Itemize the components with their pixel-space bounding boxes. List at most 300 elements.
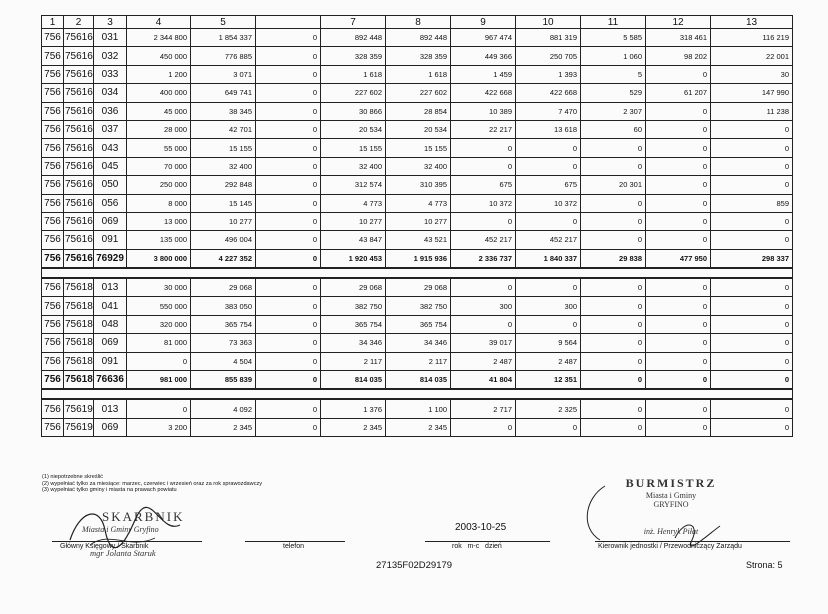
table-cell: 0 bbox=[256, 352, 321, 370]
table-cell: 0 bbox=[581, 297, 646, 315]
table-cell: 0 bbox=[581, 194, 646, 212]
table-cell: 0 bbox=[516, 315, 581, 333]
section-gap bbox=[42, 389, 793, 399]
table-cell: 1 060 bbox=[581, 47, 646, 65]
date-line bbox=[425, 541, 550, 542]
table-cell: 4 773 bbox=[321, 194, 386, 212]
table-cell: 2 117 bbox=[386, 352, 451, 370]
table-cell: 227 602 bbox=[321, 84, 386, 102]
skarbnik-signature bbox=[60, 500, 200, 560]
table-cell: 75616 bbox=[64, 102, 94, 120]
table-cell: 75619 bbox=[64, 418, 94, 436]
table-cell: 0 bbox=[646, 157, 711, 175]
table-cell: 0 bbox=[581, 371, 646, 390]
table-cell: 3 200 bbox=[127, 418, 191, 436]
table-cell: 776 885 bbox=[191, 47, 256, 65]
table-row bbox=[42, 84, 793, 102]
table-cell: 0 bbox=[711, 297, 793, 315]
table-cell: 422 668 bbox=[451, 84, 516, 102]
table-cell: 069 bbox=[94, 212, 127, 230]
column-header: 2 bbox=[64, 16, 94, 29]
table-cell: 76929 bbox=[94, 249, 127, 268]
table-cell: 32 400 bbox=[191, 157, 256, 175]
table-row bbox=[42, 29, 793, 47]
table-cell: 312 574 bbox=[321, 176, 386, 194]
table-cell: 2 325 bbox=[516, 399, 581, 418]
table-cell: 29 068 bbox=[191, 278, 256, 297]
table-cell: 529 bbox=[581, 84, 646, 102]
table-row bbox=[42, 297, 793, 315]
table-cell: 0 bbox=[646, 139, 711, 157]
table-cell: 0 bbox=[711, 120, 793, 138]
footnotes bbox=[42, 474, 262, 494]
table-cell: 0 bbox=[127, 399, 191, 418]
table-cell: 422 668 bbox=[516, 84, 581, 102]
table-cell: 55 000 bbox=[127, 139, 191, 157]
table-cell: 135 000 bbox=[127, 231, 191, 249]
table-cell: 881 319 bbox=[516, 29, 581, 47]
phone-line bbox=[245, 541, 345, 542]
table-cell: 756 bbox=[42, 278, 64, 297]
table-cell: 0 bbox=[646, 297, 711, 315]
table-cell: 450 000 bbox=[127, 47, 191, 65]
table-cell: 756 bbox=[42, 29, 64, 47]
table-cell: 0 bbox=[256, 231, 321, 249]
table-cell: 29 838 bbox=[581, 249, 646, 268]
table-cell: 981 000 bbox=[127, 371, 191, 390]
table-cell: 0 bbox=[646, 352, 711, 370]
table-cell: 2 336 737 bbox=[451, 249, 516, 268]
table-row bbox=[42, 334, 793, 352]
table-cell: 0 bbox=[581, 139, 646, 157]
table-cell: 0 bbox=[711, 139, 793, 157]
column-header: 8 bbox=[386, 16, 451, 29]
table-cell: 1 200 bbox=[127, 65, 191, 83]
table-cell: 365 754 bbox=[386, 315, 451, 333]
table-cell: 10 277 bbox=[191, 212, 256, 230]
table-cell: 1 376 bbox=[321, 399, 386, 418]
table-cell: 41 804 bbox=[451, 371, 516, 390]
table-cell: 452 217 bbox=[451, 231, 516, 249]
table-row bbox=[42, 47, 793, 65]
table-cell: 10 372 bbox=[516, 194, 581, 212]
table-cell: 45 000 bbox=[127, 102, 191, 120]
table-cell: 8 000 bbox=[127, 194, 191, 212]
table-cell: 0 bbox=[516, 157, 581, 175]
table-cell: 013 bbox=[94, 399, 127, 418]
table-cell: 250 000 bbox=[127, 176, 191, 194]
table-cell: 0 bbox=[646, 278, 711, 297]
table-cell: 855 839 bbox=[191, 371, 256, 390]
table-cell: 2 487 bbox=[451, 352, 516, 370]
table-cell: 0 bbox=[581, 157, 646, 175]
table-cell: 037 bbox=[94, 120, 127, 138]
table-cell: 75618 bbox=[64, 278, 94, 297]
burmistrz-stamp-line1: Miasta i Gminy bbox=[645, 491, 697, 500]
table-row bbox=[42, 278, 793, 297]
table-cell: 756 bbox=[42, 212, 64, 230]
table-cell: 300 bbox=[451, 297, 516, 315]
table-cell: 0 bbox=[581, 418, 646, 436]
table-cell: 43 521 bbox=[386, 231, 451, 249]
table-row bbox=[42, 157, 793, 175]
table-cell: 75616 bbox=[64, 65, 94, 83]
table-cell: 756 bbox=[42, 231, 64, 249]
table-cell: 29 068 bbox=[386, 278, 451, 297]
table-cell: 041 bbox=[94, 297, 127, 315]
table-cell: 1 920 453 bbox=[321, 249, 386, 268]
table-cell: 2 344 800 bbox=[127, 29, 191, 47]
table-cell: 0 bbox=[256, 315, 321, 333]
table-cell: 5 bbox=[581, 65, 646, 83]
table-row bbox=[42, 120, 793, 138]
burmistrz-stamp-line3: inż. Henryk Piłat bbox=[643, 527, 699, 536]
table-row bbox=[42, 176, 793, 194]
table-cell: 0 bbox=[256, 120, 321, 138]
table-cell: 61 207 bbox=[646, 84, 711, 102]
table-cell: 382 750 bbox=[386, 297, 451, 315]
table-cell: 75618 bbox=[64, 315, 94, 333]
table-cell: 1 393 bbox=[516, 65, 581, 83]
table-cell: 0 bbox=[711, 176, 793, 194]
table-cell: 28 854 bbox=[386, 102, 451, 120]
table-cell: 0 bbox=[711, 157, 793, 175]
table-cell: 10 277 bbox=[321, 212, 386, 230]
chief-accountant-line bbox=[52, 541, 202, 542]
column-header: 1 bbox=[42, 16, 64, 29]
table-cell: 0 bbox=[451, 418, 516, 436]
table-cell: 675 bbox=[451, 176, 516, 194]
table-cell: 75618 bbox=[64, 297, 94, 315]
table-cell: 28 000 bbox=[127, 120, 191, 138]
table-cell: 0 bbox=[711, 212, 793, 230]
table-cell: 75618 bbox=[64, 371, 94, 390]
table-cell: 0 bbox=[451, 157, 516, 175]
table-cell: 10 372 bbox=[451, 194, 516, 212]
section-gap bbox=[42, 268, 793, 278]
table-cell: 0 bbox=[516, 418, 581, 436]
table-cell: 0 bbox=[451, 278, 516, 297]
table-cell: 756 bbox=[42, 418, 64, 436]
chief-accountant-label: Główny Księgowy / Skarbnik bbox=[60, 543, 149, 550]
table-row bbox=[42, 418, 793, 436]
table-cell: 75618 bbox=[64, 352, 94, 370]
table-cell: 20 534 bbox=[386, 120, 451, 138]
table-cell: 0 bbox=[256, 297, 321, 315]
table-cell: 20 534 bbox=[321, 120, 386, 138]
table-cell: 320 000 bbox=[127, 315, 191, 333]
manager-label: Kierownik jednostki / Przewodniczący Zarządu bbox=[598, 543, 742, 550]
table-cell: 0 bbox=[256, 194, 321, 212]
table-cell: 0 bbox=[646, 231, 711, 249]
column-header: 10 bbox=[516, 16, 581, 29]
gap-cell bbox=[42, 268, 793, 278]
table-cell: 0 bbox=[711, 352, 793, 370]
table-cell: 298 337 bbox=[711, 249, 793, 268]
table-cell: 1 618 bbox=[386, 65, 451, 83]
table-cell: 048 bbox=[94, 315, 127, 333]
table-cell: 15 155 bbox=[386, 139, 451, 157]
burmistrz-signature bbox=[580, 478, 730, 550]
table-cell: 75616 bbox=[64, 157, 94, 175]
table-cell: 75618 bbox=[64, 334, 94, 352]
table-cell: 75616 bbox=[64, 29, 94, 47]
table-cell: 756 bbox=[42, 65, 64, 83]
table-cell: 0 bbox=[451, 139, 516, 157]
table-row bbox=[42, 194, 793, 212]
table-cell: 069 bbox=[94, 334, 127, 352]
table-cell: 0 bbox=[646, 371, 711, 390]
table-cell: 859 bbox=[711, 194, 793, 212]
table-row bbox=[42, 315, 793, 333]
table-cell: 477 950 bbox=[646, 249, 711, 268]
table-cell: 15 155 bbox=[191, 139, 256, 157]
table-cell: 9 564 bbox=[516, 334, 581, 352]
skarbnik-stamp-line1: Miasta i Gminy Gryfino bbox=[82, 525, 159, 534]
table-cell: 756 bbox=[42, 47, 64, 65]
table-cell: 814 035 bbox=[386, 371, 451, 390]
table-cell: 4 504 bbox=[191, 352, 256, 370]
total-row bbox=[42, 371, 793, 390]
table-cell: 29 068 bbox=[321, 278, 386, 297]
budget-table bbox=[41, 15, 793, 437]
table-cell: 449 366 bbox=[451, 47, 516, 65]
table-cell: 069 bbox=[94, 418, 127, 436]
table-cell: 0 bbox=[646, 212, 711, 230]
table-cell: 1 854 337 bbox=[191, 29, 256, 47]
table-cell: 147 990 bbox=[711, 84, 793, 102]
table-cell: 2 345 bbox=[321, 418, 386, 436]
burmistrz-stamp-title: BURMISTRZ bbox=[625, 476, 717, 490]
table-cell: 0 bbox=[256, 249, 321, 268]
table-cell: 328 359 bbox=[386, 47, 451, 65]
table-cell: 75616 bbox=[64, 231, 94, 249]
table-cell: 756 bbox=[42, 157, 64, 175]
table-cell: 22 217 bbox=[451, 120, 516, 138]
table-cell: 0 bbox=[256, 139, 321, 157]
table-cell: 091 bbox=[94, 231, 127, 249]
table-cell: 0 bbox=[646, 176, 711, 194]
table-cell: 13 618 bbox=[516, 120, 581, 138]
table-cell: 328 359 bbox=[321, 47, 386, 65]
table-cell: 0 bbox=[256, 47, 321, 65]
table-cell: 756 bbox=[42, 194, 64, 212]
table-cell: 756 bbox=[42, 352, 64, 370]
table-cell: 0 bbox=[646, 102, 711, 120]
table-cell: 10 277 bbox=[386, 212, 451, 230]
table-cell: 3 071 bbox=[191, 65, 256, 83]
table-cell: 75616 bbox=[64, 249, 94, 268]
table-cell: 0 bbox=[256, 65, 321, 83]
table-cell: 30 866 bbox=[321, 102, 386, 120]
table-cell: 1 618 bbox=[321, 65, 386, 83]
table-cell: 227 602 bbox=[386, 84, 451, 102]
table-cell: 15 155 bbox=[321, 139, 386, 157]
table-cell: 056 bbox=[94, 194, 127, 212]
table-cell: 0 bbox=[581, 212, 646, 230]
table-row bbox=[42, 212, 793, 230]
table-cell: 756 bbox=[42, 120, 64, 138]
column-header: 11 bbox=[581, 16, 646, 29]
table-cell: 756 bbox=[42, 371, 64, 390]
table-cell: 0 bbox=[646, 334, 711, 352]
table-cell: 75619 bbox=[64, 399, 94, 418]
phone-label: telefon bbox=[283, 543, 305, 550]
table-cell: 033 bbox=[94, 65, 127, 83]
table-cell: 0 bbox=[516, 212, 581, 230]
table-cell: 0 bbox=[581, 399, 646, 418]
table-cell: 2 117 bbox=[321, 352, 386, 370]
table-cell: 0 bbox=[256, 278, 321, 297]
table-cell: 2 345 bbox=[386, 418, 451, 436]
table-cell: 091 bbox=[94, 352, 127, 370]
table-cell: 036 bbox=[94, 102, 127, 120]
burmistrz-stamp-line2: GRYFINO bbox=[653, 500, 689, 509]
table-cell: 756 bbox=[42, 315, 64, 333]
table-cell: 0 bbox=[581, 315, 646, 333]
table-cell: 75616 bbox=[64, 120, 94, 138]
table-row bbox=[42, 65, 793, 83]
table-cell: 3 800 000 bbox=[127, 249, 191, 268]
table-cell: 1 100 bbox=[386, 399, 451, 418]
table-cell: 32 400 bbox=[386, 157, 451, 175]
table-cell: 4 773 bbox=[386, 194, 451, 212]
table-cell: 75616 bbox=[64, 212, 94, 230]
table-cell: 756 bbox=[42, 102, 64, 120]
table-cell: 0 bbox=[646, 315, 711, 333]
table-cell: 43 847 bbox=[321, 231, 386, 249]
table-cell: 0 bbox=[581, 231, 646, 249]
table-cell: 1 915 936 bbox=[386, 249, 451, 268]
table-cell: 292 848 bbox=[191, 176, 256, 194]
table-cell: 7 470 bbox=[516, 102, 581, 120]
table-cell: 0 bbox=[127, 352, 191, 370]
table-cell: 75616 bbox=[64, 176, 94, 194]
table-cell: 98 202 bbox=[646, 47, 711, 65]
table-row bbox=[42, 102, 793, 120]
table-cell: 0 bbox=[256, 102, 321, 120]
table-cell: 0 bbox=[256, 157, 321, 175]
table-cell: 0 bbox=[646, 399, 711, 418]
table-cell: 756 bbox=[42, 176, 64, 194]
table-cell: 0 bbox=[711, 334, 793, 352]
date-parts-label: rok m-c dzień bbox=[452, 543, 502, 550]
table-cell: 0 bbox=[711, 371, 793, 390]
table-cell: 13 000 bbox=[127, 212, 191, 230]
table-cell: 756 bbox=[42, 297, 64, 315]
table-row bbox=[42, 139, 793, 157]
table-cell: 75616 bbox=[64, 47, 94, 65]
table-cell: 756 bbox=[42, 84, 64, 102]
table-cell: 756 bbox=[42, 334, 64, 352]
table-cell: 892 448 bbox=[321, 29, 386, 47]
table-cell: 400 000 bbox=[127, 84, 191, 102]
footnote-2: (2) wypełniać tylko za miesiące: marzec, czerwiec i wrzesień oraz za rok sprawozdawczy bbox=[42, 480, 263, 487]
table-cell: 116 219 bbox=[711, 29, 793, 47]
table-cell: 0 bbox=[256, 334, 321, 352]
table-cell: 32 400 bbox=[321, 157, 386, 175]
table-cell: 0 bbox=[516, 278, 581, 297]
column-header: 5 bbox=[191, 16, 256, 29]
table-cell: 0 bbox=[711, 315, 793, 333]
table-cell: 30 000 bbox=[127, 278, 191, 297]
table-cell: 300 bbox=[516, 297, 581, 315]
table-row bbox=[42, 352, 793, 370]
table-cell: 382 750 bbox=[321, 297, 386, 315]
table-cell: 30 bbox=[711, 65, 793, 83]
table-cell: 39 017 bbox=[451, 334, 516, 352]
table-cell: 496 004 bbox=[191, 231, 256, 249]
table-cell: 0 bbox=[711, 399, 793, 418]
table-cell: 0 bbox=[646, 418, 711, 436]
table-cell: 0 bbox=[451, 315, 516, 333]
table-cell: 75616 bbox=[64, 139, 94, 157]
page-number: Strona: 5 bbox=[746, 560, 783, 570]
table-cell: 2 345 bbox=[191, 418, 256, 436]
table-cell: 22 001 bbox=[711, 47, 793, 65]
table-cell: 365 754 bbox=[191, 315, 256, 333]
document-id: 27135F02D29179 bbox=[376, 560, 453, 571]
table-row bbox=[42, 399, 793, 418]
table-cell: 38 345 bbox=[191, 102, 256, 120]
table-cell: 0 bbox=[256, 84, 321, 102]
table-cell: 5 585 bbox=[581, 29, 646, 47]
table-cell: 60 bbox=[581, 120, 646, 138]
table-cell: 11 238 bbox=[711, 102, 793, 120]
table-cell: 013 bbox=[94, 278, 127, 297]
skarbnik-stamp-title: SKARBNIK bbox=[102, 509, 185, 524]
table-cell: 12 351 bbox=[516, 371, 581, 390]
table-cell: 0 bbox=[581, 352, 646, 370]
table-cell: 34 346 bbox=[321, 334, 386, 352]
table-cell: 0 bbox=[256, 176, 321, 194]
skarbnik-stamp-line2: mgr Jolanta Staruk bbox=[90, 548, 156, 558]
footnote-1: (1) niepotrzebne skreślić bbox=[42, 474, 103, 480]
table-row bbox=[42, 231, 793, 249]
report-date: 2003-10-25 bbox=[455, 522, 507, 533]
table-body bbox=[42, 16, 793, 437]
table-cell: 649 741 bbox=[191, 84, 256, 102]
table-cell: 365 754 bbox=[321, 315, 386, 333]
table-cell: 034 bbox=[94, 84, 127, 102]
table-cell: 675 bbox=[516, 176, 581, 194]
table-cell: 81 000 bbox=[127, 334, 191, 352]
table-cell: 2 717 bbox=[451, 399, 516, 418]
table-cell: 0 bbox=[711, 418, 793, 436]
table-cell: 0 bbox=[256, 418, 321, 436]
table-cell: 0 bbox=[256, 399, 321, 418]
table-cell: 2 307 bbox=[581, 102, 646, 120]
column-header: 12 bbox=[646, 16, 711, 29]
table-cell: 0 bbox=[451, 212, 516, 230]
table-cell: 75616 bbox=[64, 194, 94, 212]
table-cell: 70 000 bbox=[127, 157, 191, 175]
column-header bbox=[256, 16, 321, 29]
column-header: 13 bbox=[711, 16, 793, 29]
total-row bbox=[42, 249, 793, 268]
table-cell: 0 bbox=[256, 212, 321, 230]
table-cell: 0 bbox=[256, 371, 321, 390]
table-cell: 75616 bbox=[64, 84, 94, 102]
table-cell: 4 092 bbox=[191, 399, 256, 418]
table-cell: 73 363 bbox=[191, 334, 256, 352]
table-cell: 892 448 bbox=[386, 29, 451, 47]
table-cell: 0 bbox=[711, 278, 793, 297]
table-cell: 10 389 bbox=[451, 102, 516, 120]
gap-cell bbox=[42, 389, 793, 399]
table-cell: 0 bbox=[711, 231, 793, 249]
table-cell: 0 bbox=[516, 139, 581, 157]
